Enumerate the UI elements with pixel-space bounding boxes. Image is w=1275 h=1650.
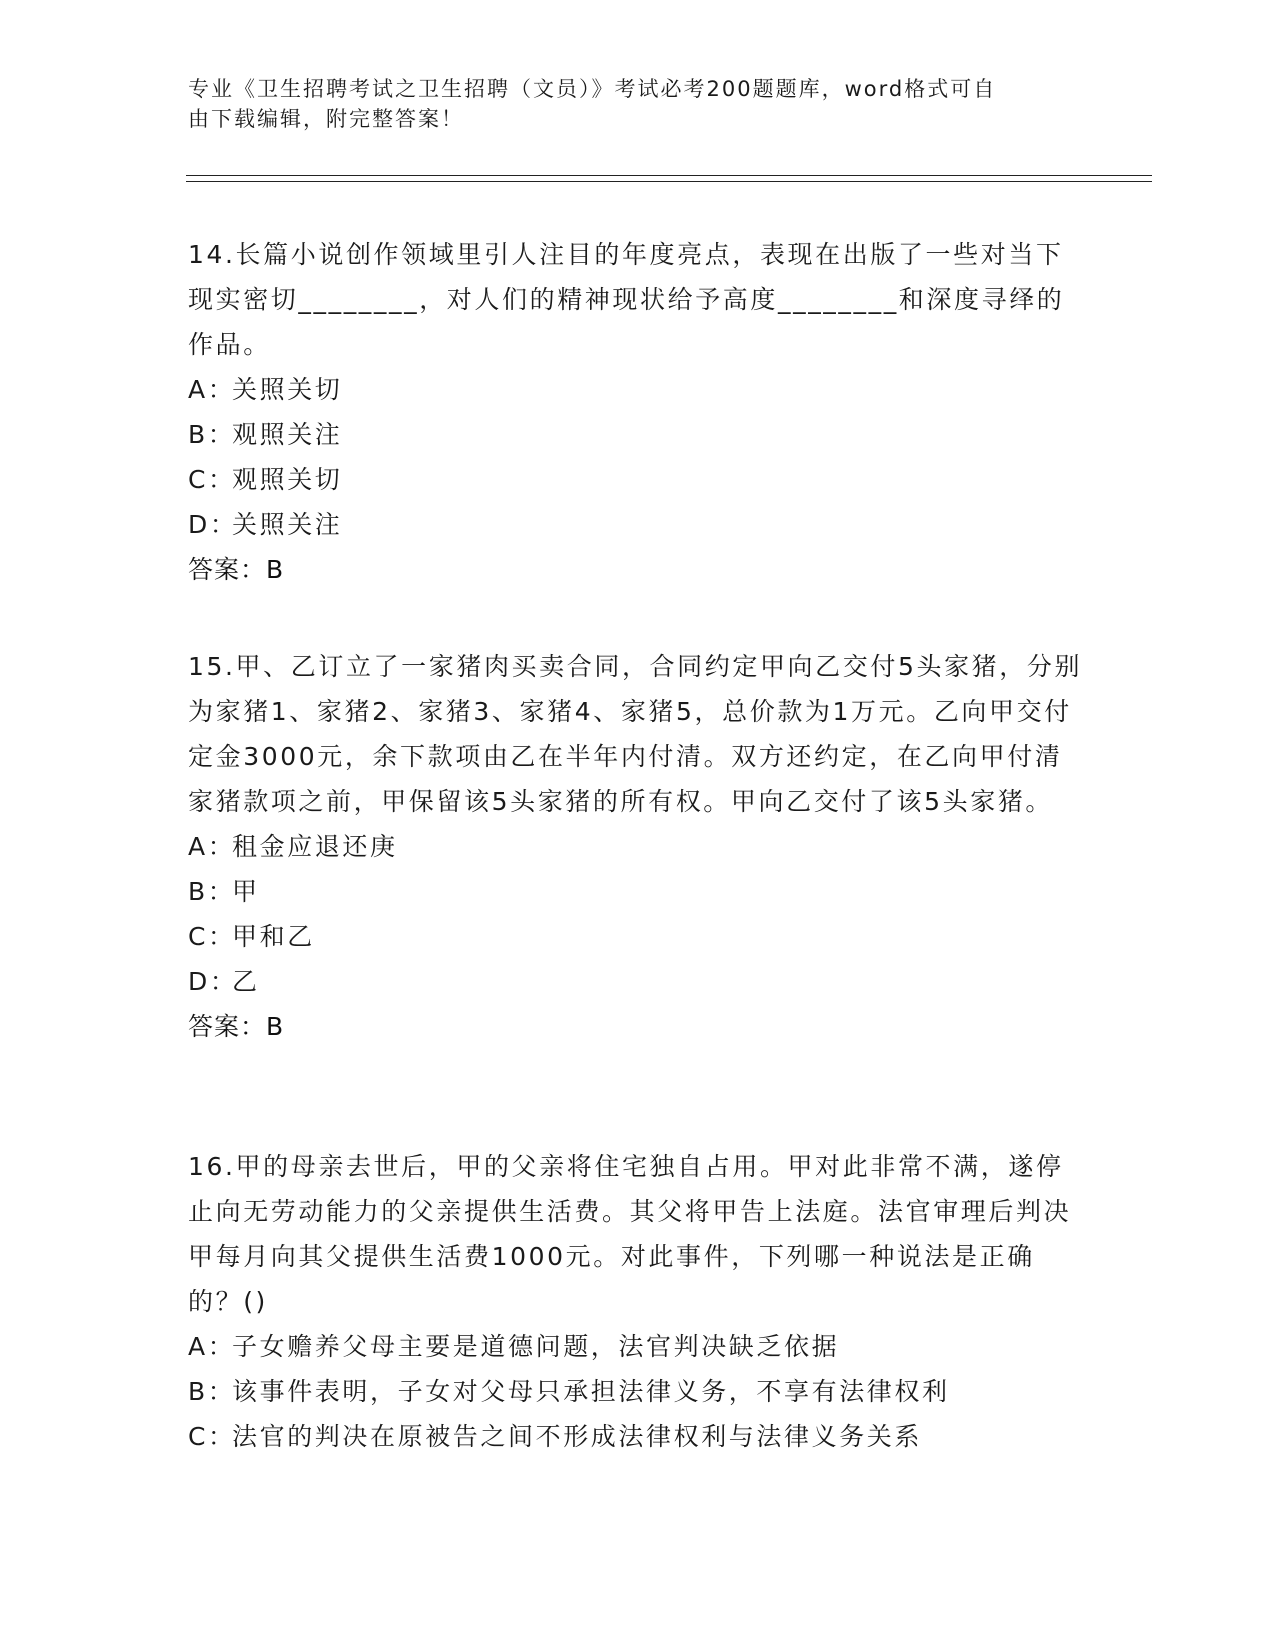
option-key: C： (188, 922, 236, 951)
option-key: B： (188, 877, 236, 906)
answer-line: 答案：B (188, 1012, 285, 1041)
option-key: C： (188, 465, 236, 494)
option-text: 观照关切 (232, 465, 343, 494)
option-b (188, 412, 1088, 457)
option-b (188, 869, 1088, 914)
option-text: 乙 (232, 967, 260, 996)
page-header (188, 74, 1088, 134)
option-text: 观照关注 (232, 420, 343, 449)
option-text: 关照关注 (232, 510, 343, 539)
option-text: 法官的判决在原被告之间不形成法律权利与法律义务关系 (232, 1422, 923, 1451)
option-d (188, 502, 1088, 547)
header-line-2: 由下载编辑，附完整答案！ (188, 107, 464, 131)
question-15 (188, 644, 1088, 1049)
option-c (188, 457, 1088, 502)
option-c (188, 1414, 1088, 1459)
option-b (188, 1369, 1088, 1414)
option-a (188, 367, 1088, 412)
option-key: B： (188, 420, 236, 449)
option-a (188, 824, 1088, 869)
option-text: 甲和乙 (232, 922, 315, 951)
question-14 (188, 232, 1088, 592)
option-a (188, 1324, 1088, 1369)
header-divider-bottom (186, 181, 1152, 182)
option-text: 租金应退还庚 (232, 832, 398, 861)
option-text: 甲 (232, 877, 260, 906)
option-key: D： (188, 967, 238, 996)
question-text: 14.长篇小说创作领域里引人注目的年度亮点，表现在出版了一些对当下现实密切________，对人们的精神现状给予高度________和深度寻绎的作品。 (188, 240, 1065, 359)
option-c (188, 914, 1088, 959)
answer-line: 答案：B (188, 555, 285, 584)
option-key: D： (188, 510, 238, 539)
option-key: C： (188, 1422, 236, 1451)
option-text: 子女赡养父母主要是道德问题，法官判决缺乏依据 (232, 1332, 840, 1361)
option-text: 该事件表明，子女对父母只承担法律义务，不享有法律权利 (232, 1377, 950, 1406)
header-line-1: 专业《卫生招聘考试之卫生招聘（文员）》考试必考200题题库，word格式可自 (188, 77, 997, 101)
question-text: 16.甲的母亲去世后，甲的父亲将住宅独自占用。甲对此非常不满，遂停止向无劳动能力的父亲提供生活费。其父将甲告上法庭。法官审理后判决甲每月向其父提供生活费1000元。对此事件，下列哪一种说法是正确的？() (188, 1152, 1072, 1316)
option-d (188, 959, 1088, 1004)
question-text: 15.甲、乙订立了一家猪肉买卖合同，合同约定甲向乙交付5头家猪，分别为家猪1、家猪2、家猪3、家猪4、家猪5，总价款为1万元。乙向甲交付定金3000元，余下款项由乙在半年内付清。双方还约定，在乙向甲付清家猪款项之前，甲保留该5头家猪的所有权。甲向乙交付了该5头家猪。 (188, 652, 1083, 816)
header-divider-top (186, 175, 1152, 176)
option-key: A： (188, 375, 236, 404)
option-key: A： (188, 832, 236, 861)
option-key: B： (188, 1377, 236, 1406)
option-text: 关照关切 (232, 375, 343, 404)
question-16 (188, 1144, 1088, 1459)
option-key: A： (188, 1332, 236, 1361)
